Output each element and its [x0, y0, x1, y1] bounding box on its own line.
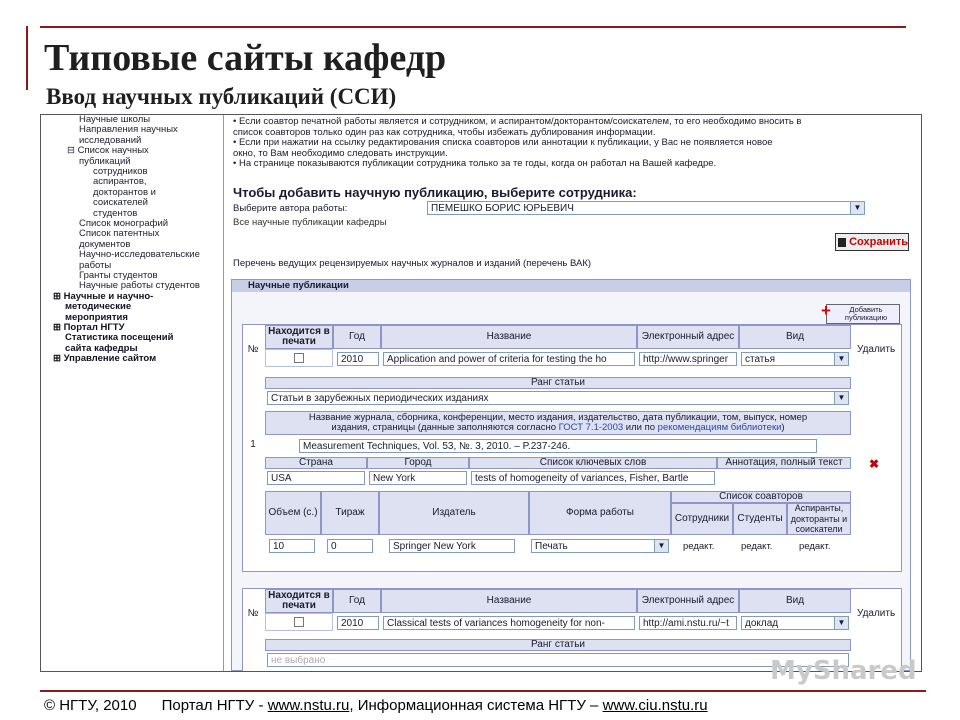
all-publications-link[interactable]: Все научные публикации кафедры — [233, 217, 387, 228]
delete-icon[interactable]: ✖ — [869, 457, 880, 471]
sidebar-item[interactable]: публикаций — [79, 155, 131, 167]
chevron-down-icon: ▼ — [834, 353, 848, 365]
rank-select-value: Статьи в зарубежных периодических изданиях — [271, 393, 489, 404]
publisher-header: Издатель — [379, 491, 529, 535]
delete-header: Удалить — [857, 344, 896, 355]
sidebar-item[interactable]: исследований — [79, 134, 142, 146]
note-line: • Если при нажатии на ссылку редактирования списка соавторов или аннотации к публикации, у Вас не появляется новое — [233, 137, 773, 148]
country-input[interactable]: USA — [267, 471, 365, 485]
panel-header-bar — [232, 280, 910, 292]
rank-select[interactable] — [267, 391, 849, 405]
journal-note-end: ) — [781, 422, 785, 433]
kind-header: Вид — [739, 589, 851, 613]
header-accent-line — [26, 26, 28, 90]
sidebar-item[interactable]: ⊞ Портал НГТУ — [53, 322, 125, 333]
publications-panel — [231, 279, 911, 671]
sidebar-item[interactable]: Научные работы студентов — [79, 280, 200, 292]
sidebar-item[interactable]: ⊟ Список научных — [67, 145, 149, 157]
plus-icon: + — [821, 301, 831, 320]
journal-note-line: издания, страницы (данные заполняются согласно — [331, 422, 557, 433]
eaddr-input[interactable]: http://www.springer — [639, 352, 737, 366]
sidebar-item[interactable]: Научные школы — [79, 114, 151, 125]
save-button[interactable] — [835, 233, 909, 251]
sidebar-item[interactable]: Направления научных — [79, 124, 178, 136]
footer-portal-text: Портал НГТУ - — [161, 697, 264, 714]
in-print-header: Находится в печати — [265, 325, 333, 349]
form-heading: Чтобы добавить научную публикацию, выберите сотрудника: — [233, 185, 637, 200]
publication-record-1 — [242, 324, 902, 572]
save-button-label: Сохранить — [849, 236, 908, 248]
in-print-cell — [265, 613, 333, 631]
annotation-header: Аннотация, полный текст — [717, 457, 851, 469]
in-print-checkbox[interactable] — [294, 353, 304, 363]
slide-subtitle: Ввод научных публикаций (ССИ) — [46, 84, 397, 109]
chevron-down-icon: ▼ — [850, 202, 864, 214]
sidebar-item[interactable]: Список монографий — [79, 218, 169, 229]
sidebar-item[interactable]: студентов — [93, 207, 138, 219]
city-header: Город — [367, 457, 469, 469]
instructions — [233, 117, 801, 170]
name-input[interactable]: Application and power of criteria for testing the ho — [383, 352, 635, 366]
eaddr-header: Электронный адрес — [637, 589, 739, 613]
author-select-value: ПЕМЕШКО БОРИС ЮРЬЕВИЧ — [431, 203, 574, 214]
library-recommendation-link[interactable]: рекомендациям библиотеки — [657, 422, 782, 433]
sidebar-item[interactable]: сайта кафедры — [65, 342, 138, 354]
students-header: Студенты — [733, 503, 787, 535]
employees-header: Сотрудники — [671, 503, 733, 535]
rank-header: Ранг статьи — [265, 377, 851, 389]
chevron-down-icon: ▼ — [654, 540, 668, 552]
sidebar-item[interactable]: соискателей — [93, 197, 148, 209]
footer — [44, 697, 708, 714]
year-header: Год — [333, 589, 381, 613]
rank-header: Ранг статьи — [265, 639, 851, 651]
sidebar-item[interactable]: документов — [79, 238, 131, 250]
slide-title: Типовые сайты кафедр — [44, 37, 447, 79]
name-header: Название — [381, 589, 637, 613]
eaddr-input[interactable]: http://ami.nstu.ru/~t — [639, 616, 737, 630]
kind-select[interactable] — [741, 616, 849, 630]
year-input[interactable]: 2010 — [337, 616, 379, 630]
sidebar-item[interactable]: Гранты студентов — [79, 270, 158, 281]
rank-select[interactable] — [267, 653, 849, 667]
in-print-header: Находится в печати — [265, 589, 333, 613]
edit-employees-link[interactable]: редакт. — [683, 541, 715, 552]
note-line: окно, то Вам необходимо следовать инструкции. — [233, 147, 448, 159]
work-form-value: Печать — [535, 541, 568, 552]
note-line: • Если соавтор печатной работы является и сотрудником, и аспирантом/докторантом/соискателем, то его необходимо вносить в — [233, 116, 802, 127]
name-input[interactable]: Classical tests of variances homogeneity for non- — [383, 616, 635, 630]
keywords-header: Список ключевых слов — [469, 457, 717, 469]
journal-input[interactable]: Measurement Techniques, Vol. 53, №. 3, 2010. – P.237-246. — [299, 439, 817, 453]
footer-is-text: , Информационная система НГТУ – — [349, 697, 599, 714]
print-run-input[interactable]: 0 — [327, 539, 373, 553]
chevron-down-icon: ▼ — [834, 617, 848, 629]
kind-select-value: статья — [745, 354, 776, 365]
sidebar-item[interactable]: ⊞ Управление сайтом — [53, 353, 157, 365]
rank-select-value: не выбрано — [271, 655, 326, 666]
sidebar-item[interactable]: сотрудников — [93, 166, 148, 177]
kind-select-value: доклад — [745, 618, 779, 629]
footer-is-link[interactable]: www.ciu.nstu.ru — [602, 697, 708, 714]
sidebar-item[interactable]: методические — [65, 301, 132, 313]
author-label: Выберите автора работы: — [233, 203, 348, 214]
footer-copyright: © НГТУ, 2010 — [44, 697, 137, 714]
add-publication-button[interactable] — [821, 301, 900, 324]
sidebar-item[interactable]: Статистика посещений — [65, 332, 174, 344]
sidebar-item[interactable]: докторантов и — [93, 186, 156, 198]
chevron-down-icon: ▼ — [834, 392, 848, 404]
keywords-input[interactable]: tests of homogeneity of variances, Fisher, Bartle — [471, 471, 715, 485]
city-input[interactable]: New York — [369, 471, 467, 485]
publisher-input[interactable]: Springer New York — [389, 539, 515, 553]
edit-aspirants-link[interactable]: редакт. — [799, 541, 831, 552]
eaddr-header: Электронный адрес — [637, 325, 739, 349]
delete-header: Удалить — [857, 608, 896, 619]
sidebar-item[interactable]: мероприятия — [65, 311, 128, 323]
note-line: список соавторов только один раз как сотрудника, чтобы избежать дублирования информации. — [233, 126, 656, 138]
main-content — [227, 115, 921, 671]
coauthors-header: Список соавторов — [671, 491, 851, 503]
sidebar-item[interactable]: аспирантов, — [93, 176, 147, 188]
sidebar-item[interactable]: Научно-исследовательские — [79, 249, 200, 261]
sidebar-item[interactable]: Список патентных — [79, 228, 160, 240]
country-header: Страна — [265, 457, 367, 469]
sidebar-item[interactable]: работы — [79, 259, 112, 271]
row-number-header: № — [247, 607, 259, 619]
footer-rule — [40, 690, 926, 692]
work-form-select[interactable] — [531, 539, 669, 553]
kind-select[interactable] — [741, 352, 849, 366]
aspirants-header: Аспиранты, докторанты и соискатели — [787, 503, 851, 535]
sidebar-item[interactable]: ⊞ Научные и научно- — [53, 290, 154, 302]
sidebar-tree — [41, 115, 224, 671]
row-number-header: № — [247, 343, 259, 355]
vak-link[interactable]: Перечень ведущих рецензируемых научных журналов и изданий (перечень ВАК) — [233, 258, 592, 269]
watermark: MyShared — [770, 656, 917, 686]
add-publication-label: Добавить публикацию — [844, 305, 888, 322]
footer-portal-link[interactable]: www.nstu.ru — [267, 697, 350, 714]
gost-link[interactable]: ГОСТ 7.1-2003 — [558, 422, 624, 433]
note-line: • На странице показываются публикации сотрудника только за те годы, когда он работал на Вашей кафедре. — [233, 158, 717, 169]
edit-students-link[interactable]: редакт. — [741, 541, 773, 552]
volume-input[interactable]: 10 — [269, 539, 315, 553]
kind-header: Вид — [739, 325, 851, 349]
year-input[interactable]: 2010 — [337, 352, 379, 366]
year-header: Год — [333, 325, 381, 349]
in-print-cell — [265, 349, 333, 367]
row-number: 1 — [250, 438, 256, 450]
journal-note-line: Название журнала, сборника, конференции, место издания, издательство, дата публикации, том, выпуск, номер — [308, 412, 808, 423]
volume-header: Объем (с.) — [265, 491, 321, 535]
author-select[interactable] — [427, 201, 865, 215]
name-header: Название — [381, 325, 637, 349]
header-rule — [40, 26, 906, 28]
panel-title: Научные публикации — [248, 280, 349, 291]
journal-note — [265, 411, 851, 435]
floppy-icon — [838, 238, 846, 247]
in-print-checkbox[interactable] — [294, 617, 304, 627]
screenshot-frame — [40, 114, 922, 672]
print-run-header: Тираж — [321, 491, 379, 535]
work-form-header: Форма работы — [529, 491, 671, 535]
journal-note-or: или по — [625, 422, 656, 433]
